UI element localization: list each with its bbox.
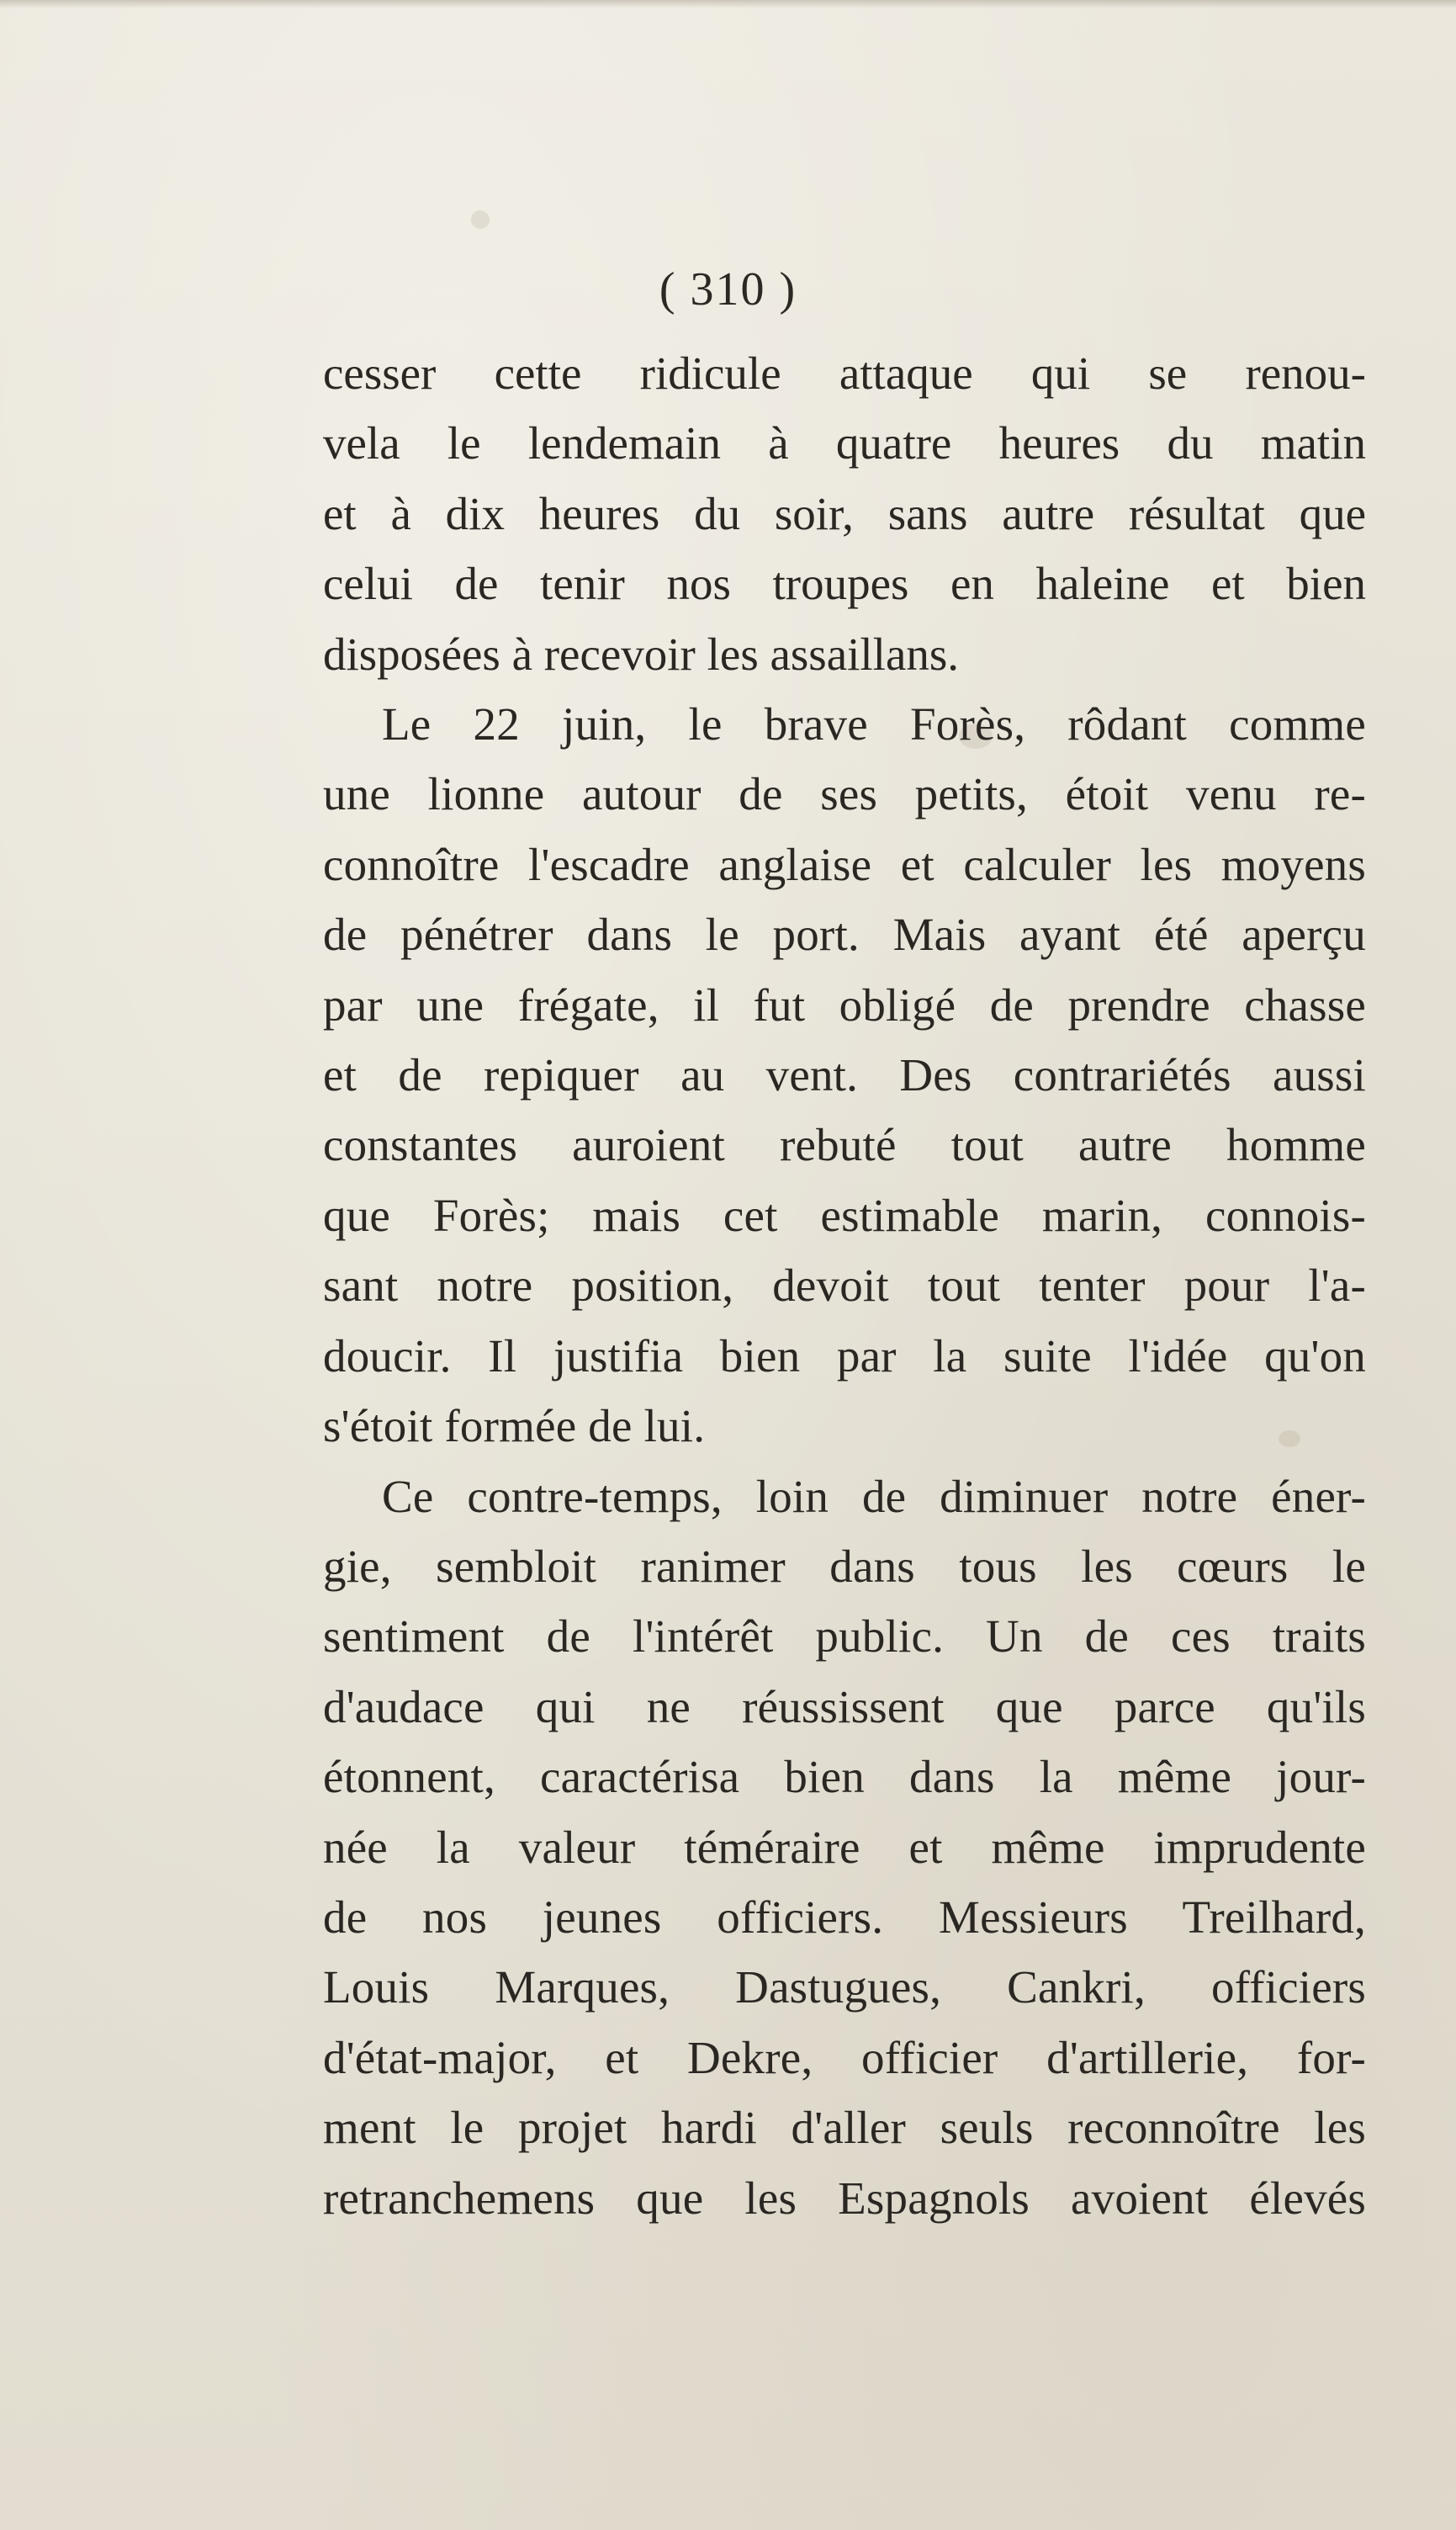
paragraph-1	[323, 338, 1366, 689]
text-line: cesser cette ridicule attaque qui se renou-	[323, 347, 1366, 399]
text-line: d'état-major, et Dekre, officier d'artillerie, for-	[323, 2031, 1366, 2083]
text-line: de nos jeunes officiers. Messieurs Treilhard,	[323, 1891, 1366, 1943]
text-line: connoître l'escadre anglaise et calculer les moyens	[323, 838, 1366, 890]
paragraph-3	[323, 1461, 1366, 2233]
text-line: s'étoit formée de lui.	[323, 1400, 706, 1452]
text-line: doucir. Il justifia bien par la suite l'idée qu'on	[323, 1329, 1366, 1382]
text-line: gie, sembloit ranimer dans tous les cœurs le	[323, 1540, 1366, 1592]
text-line: Le 22 juin, le brave Forès, rôdant comme	[382, 698, 1366, 751]
text-line: une lionne autour de ses petits, étoit venu re-	[323, 768, 1366, 820]
text-line: que Forès; mais cet estimable marin, connois-	[323, 1189, 1366, 1241]
text-line: sentiment de l'intérêt public. Un de ces traits	[323, 1610, 1366, 1663]
text-line: née la valeur téméraire et même imprudente	[323, 1821, 1366, 1873]
text-line: ment le projet hardi d'aller seuls reconnoître les	[323, 2102, 1366, 2154]
text-line: disposées à recevoir les assaillans.	[323, 628, 960, 680]
text-line: sant notre position, devoit tout tenter pour l'a-	[323, 1260, 1366, 1312]
text-line: Louis Marques, Dastugues, Cankri, officiers	[323, 1961, 1366, 2013]
text-line: celui de tenir nos troupes en haleine et bien	[323, 558, 1366, 610]
text-line: et à dix heures du soir, sans autre résultat que	[323, 487, 1366, 539]
text-line: d'audace qui ne réussissent que parce qu'ils	[323, 1680, 1366, 1732]
body-text	[323, 338, 1366, 2233]
text-line: de pénétrer dans le port. Mais ayant été aperçu	[323, 909, 1366, 961]
page-top-edge	[0, 0, 1456, 8]
text-line: Ce contre-temps, loin de diminuer notre éner-	[382, 1470, 1366, 1522]
text-line: et de repiquer au vent. Des contrariétés aussi	[323, 1049, 1366, 1101]
text-line: vela le lendemain à quatre heures du matin	[323, 417, 1366, 469]
text-line: étonnent, caractérisa bien dans la même jour-	[323, 1751, 1366, 1803]
page-number: ( 310 )	[659, 263, 797, 316]
text-line: retranchemens que les Espagnols avoient élevés	[323, 2172, 1366, 2224]
paper-stain	[471, 210, 490, 229]
text-line: constantes auroient rebuté tout autre homme	[323, 1119, 1366, 1171]
paragraph-2	[323, 689, 1366, 1461]
text-line: par une frégate, il fut obligé de prendre chasse	[323, 979, 1366, 1031]
